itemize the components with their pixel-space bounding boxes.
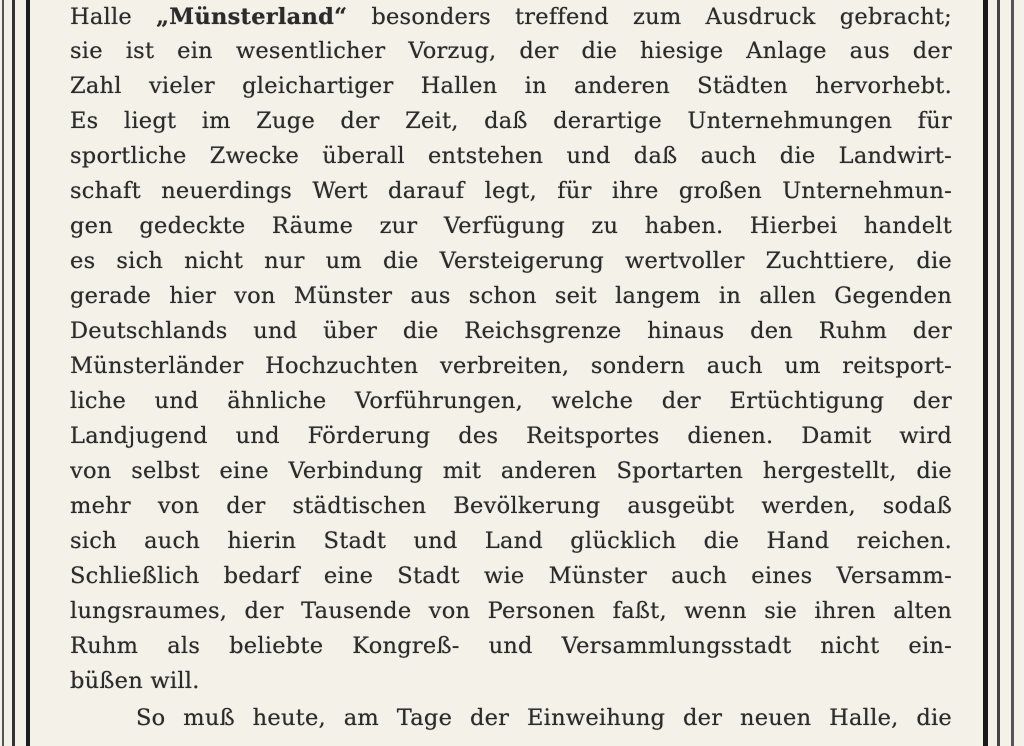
text-line: Halle „Münsterland“ besonders treffend zum Ausdruck gebracht; (70, 4, 952, 30)
left-border-rule (2, 0, 4, 746)
article-column (70, 0, 952, 746)
text-line: Ruhm als beliebte Kongreß- und Versammlungsstadt nicht ein- (70, 633, 952, 659)
hall-name-emphasis: „Münsterland“ (156, 4, 348, 30)
paragraph-first-line: So muß heute, am Tage der Einweihung der neuen Halle, die (136, 705, 952, 731)
text-line: liche und ähnliche Vorführungen, welche der Ertüchtigung der (70, 388, 952, 414)
text-line: sich auch hierin Stadt und Land glücklich die Hand reichen. (70, 528, 952, 554)
left-border-rule (26, 0, 30, 746)
text-line: Zahl vieler gleichartiger Hallen in anderen Städten hervorhebt. (70, 73, 952, 99)
text-line: gerade hier von Münster aus schon seit langem in allen Gegenden (70, 283, 952, 309)
text-line: Münsterländer Hochzuchten verbreiten, sondern auch um reitsport- (70, 353, 952, 379)
text-line: gen gedeckte Räume zur Verfügung zu haben. Hierbei handelt (70, 213, 952, 239)
text-line: sportliche Zwecke überall entstehen und daß auch die Landwirt- (70, 143, 952, 169)
text-line: Deutschlands und über die Reichsgrenze hinaus den Ruhm der (70, 318, 952, 344)
text-line: Schließlich bedarf eine Stadt wie Münster auch eines Versamm- (70, 563, 952, 589)
text-line: schaft neuerdings Wert darauf legt, für ihre großen Unternehmun- (70, 178, 952, 204)
right-border-rule (997, 0, 1000, 746)
text-line: sie ist ein wesentlicher Vorzug, der die hiesige Anlage aus der (70, 38, 952, 64)
right-border-rule (983, 0, 988, 746)
text-line: von selbst eine Verbindung mit anderen Sportarten hergestellt, die (70, 458, 952, 484)
text-line: büßen will. (70, 668, 200, 694)
text-line: es sich nicht nur um die Versteigerung wertvoller Zuchttiere, die (70, 248, 952, 274)
left-border-rule (12, 0, 15, 746)
text-line: lungsraumes, der Tausende von Personen faßt, wenn sie ihren alten (70, 598, 952, 624)
text-line: Landjugend und Förderung des Reitsportes dienen. Damit wird (70, 423, 952, 449)
text-line: Es liegt im Zuge der Zeit, daß derartige Unternehmungen für (70, 108, 952, 134)
text-line: mehr von der städtischen Bevölkerung ausgeübt werden, sodaß (70, 493, 952, 519)
right-border-rule (1011, 0, 1014, 746)
